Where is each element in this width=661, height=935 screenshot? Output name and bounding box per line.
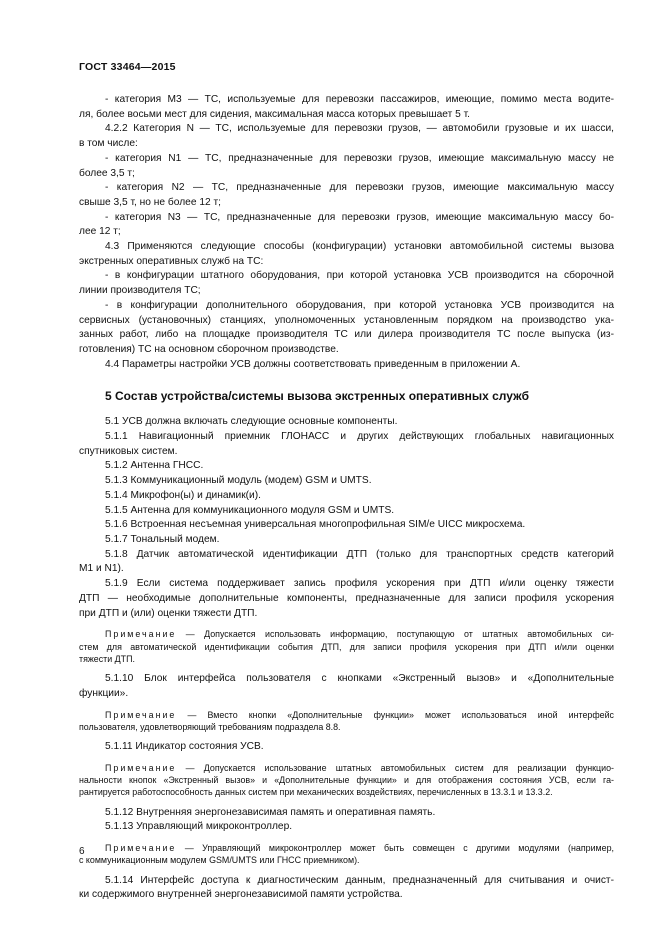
paragraph: 5.1 УСВ должна включать следующие основные компоненты. bbox=[105, 416, 398, 428]
paragraph: 5.1.6 Встроенная несъемная универсальная многопрофильная SIM/е UICC микросхема. bbox=[105, 519, 526, 531]
paragraph: свыше 3,5 т, но не более 12 т; bbox=[79, 196, 221, 208]
note-label: Примечание bbox=[105, 762, 177, 773]
paragraph: линии производителя ТС; bbox=[79, 285, 201, 297]
paragraph: ДТП — необходимые дополнительные компоненты, предназначенные для записи профиля ускорения bbox=[79, 592, 614, 604]
paragraph: 5.1.11 Индикатор состояния УСВ. bbox=[105, 741, 264, 753]
document-body bbox=[79, 93, 614, 903]
paragraph: ля, более восьми мест для сидения, максимальная масса которых превышает 5 т. bbox=[79, 108, 470, 120]
paragraph: 4.3 Применяются следующие способы (конфигурации) установки автомобильной системы вызова bbox=[105, 241, 614, 253]
paragraph: 5.1.1 Навигационный приемник ГЛОНАСС и других действующих глобальных навигационных bbox=[105, 431, 614, 443]
paragraph: 4.2.2 Категория N — ТС, используемые для перевозки грузов, — автомобили грузовые и их шасси, bbox=[105, 123, 614, 135]
paragraph: готовления) ТС на основном сборочном производстве. bbox=[79, 343, 339, 355]
paragraph: 5.1.9 Если система поддерживает запись профиля ускорения при ДТП и/или оценку тяжести bbox=[105, 578, 614, 590]
paragraph: 5.1.12 Внутренняя энергонезависимая память и оперативная память. bbox=[105, 806, 436, 818]
paragraph: - категория N2 — ТС, предназначенные для перевозки грузов, имеющие максимальную массу bbox=[105, 182, 614, 194]
paragraph: - категория N3 — ТС, предназначенные для перевозки грузов, имеющие максимальную массу бо- bbox=[105, 211, 614, 223]
note: Примечание — Управляющий микроконтроллер может быть совмещен с другими модулями (например, с коммуникационным модулем GSM/UMTS или ГНСС приемником). bbox=[79, 843, 614, 866]
note: Примечание — Допускается использовать информацию, поступающую от штатных автомобильных си- стем для автоматической идентификации события ДТП, для записи профиля ускорения при ДТП и/или оценки тяжести ДТП. bbox=[79, 629, 614, 664]
paragraph: 5.1.14 Интерфейс доступа к диагностическим данным, предназначенный для считывания и очист- bbox=[105, 874, 614, 886]
section-title: 5 Состав устройства/системы вызова экстренных оперативных служб bbox=[105, 389, 529, 404]
note-label: Примечание bbox=[105, 843, 177, 854]
paragraph: экстренных оперативных служб на ТС: bbox=[79, 255, 264, 267]
paragraph: спутниковых систем. bbox=[79, 445, 178, 457]
paragraph: 5.1.13 Управляющий микроконтроллер. bbox=[105, 821, 293, 833]
paragraph: ки содержимого внутренней энергонезависимой памяти устройства. bbox=[79, 889, 403, 901]
paragraph: 5.1.2 Антенна ГНСС. bbox=[105, 460, 204, 472]
note-label: Примечание bbox=[105, 709, 177, 720]
note: Примечание — Допускается использование штатных автомобильных систем для реализации функцио- нальности кнопок «Экстренный вызов» и «Дополнительные функции» и для отображения состояния УСВ, если га- рантируется работоспособность данных систем при механических воздействиях, перечисленных в 13.3.1 и 13.3.2. bbox=[79, 762, 614, 798]
paragraph: 5.1.4 Микрофон(ы) и динамик(и). bbox=[105, 489, 261, 501]
paragraph: - категория N1 — ТС, предназначенные для перевозки грузов, имеющие максимальную массу не bbox=[105, 152, 614, 164]
paragraph: лее 12 т; bbox=[79, 226, 121, 238]
paragraph: - категория М3 — ТС, используемые для перевозки пассажиров, имеющие, помимо места водите- bbox=[105, 94, 614, 105]
paragraph: 5.1.7 Тональный модем. bbox=[105, 533, 220, 545]
page-number: 6 bbox=[79, 846, 85, 857]
paragraph: 5.1.10 Блок интерфейса пользователя с кнопками «Экстренный вызов» и «Дополнительные bbox=[105, 673, 614, 685]
paragraph: - в конфигурации штатного оборудования, при которой установка УСВ производится на сборочной bbox=[105, 270, 614, 282]
paragraph: - в конфигурации дополнительного оборудования, при которой установка УСВ производится на bbox=[105, 299, 614, 311]
paragraph: сервисных (установочных) станциях, уполномоченных установленным порядком на производство ука- bbox=[79, 314, 614, 326]
paragraph: 5.1.3 Коммуникационный модуль (модем) GSM и UMTS. bbox=[105, 475, 372, 487]
paragraph: 5.1.8 Датчик автоматической идентификации ДТП (только для транспортных средств категорий bbox=[105, 548, 614, 560]
paragraph: более 3,5 т; bbox=[79, 167, 135, 179]
paragraph: функции». bbox=[79, 687, 129, 699]
note: Примечание — Вместо кнопки «Дополнительные функции» может использоваться иной интерфейс пользователя, удовлетворяющий требованиям подраздела 8.8. bbox=[79, 709, 614, 732]
document-header: ГОСТ 33464—2015 bbox=[79, 61, 176, 73]
paragraph: при ДТП и (или) оценки тяжести ДТП. bbox=[79, 607, 258, 619]
paragraph: 5.1.5 Антенна для коммуникационного модуля GSM и UMTS. bbox=[105, 504, 395, 516]
paragraph: M1 и N1). bbox=[79, 563, 124, 575]
note-label: Примечание bbox=[105, 629, 177, 640]
paragraph: 4.4 Параметры настройки УСВ должны соответствовать приведенным в приложении А. bbox=[105, 358, 521, 370]
paragraph: в том числе: bbox=[79, 138, 138, 150]
paragraph: занных работ, либо на площадке производителя ТС или дилера производителя ТС после выпуска (из- bbox=[79, 329, 614, 341]
